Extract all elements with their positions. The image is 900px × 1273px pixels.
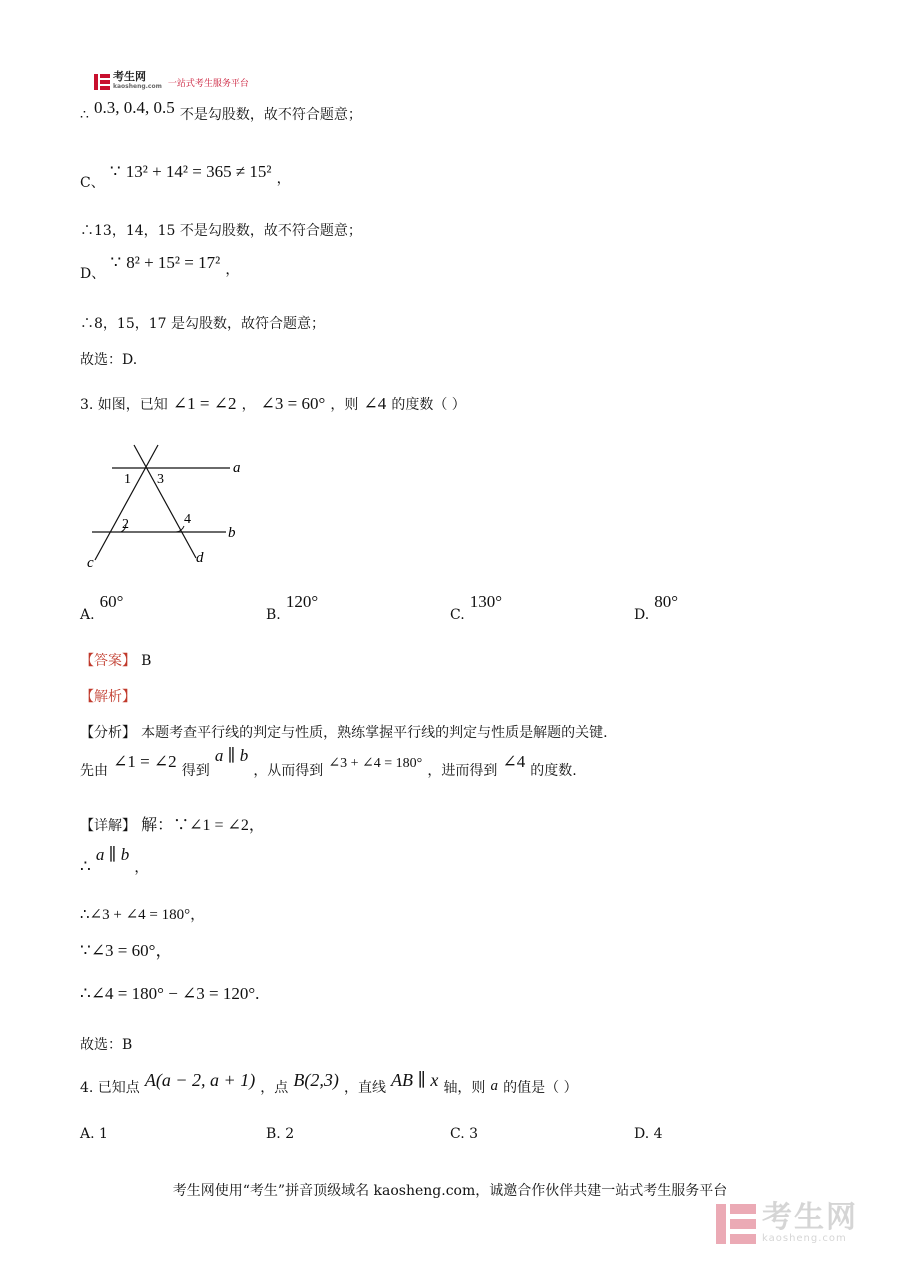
line-ab: AB ∥ x [391,1070,439,1090]
header-logo [94,72,249,92]
watermark-domain: kaosheng.com [762,1233,847,1244]
q3-option-b[interactable]: B. 120° [266,592,319,623]
math-numbers: 0.3, 0.4, 0.5 [94,98,175,117]
logo-icon [94,74,110,90]
q3-figure [80,440,260,575]
q3-option-c[interactable]: C. 130° [450,592,503,623]
line-c-check: C、 ∵ 13² + 14² = 365 ≠ 15² ， [80,162,291,191]
answer-value: B [141,653,152,669]
line-d-check: D、 ∵ 8² + 15² = 17² ， [80,253,240,282]
q3-detail-step4: ∵∠3 = 60°， [80,941,173,960]
math-d-equation: 8² + 15² = 17² [126,253,221,272]
label-d: d [196,550,204,566]
choose-d: 故选：D. [80,352,138,368]
footer-text: 考生网使用“考生”拼音顶级域名 kaosheng.com，诚邀合作伙伴共建一站式考生服务平台 [172,1183,728,1199]
q3-detail-step2: ∴ a ∥ b ， [80,845,149,876]
q4-stem: 4. 已知点 A(a − 2, a + 1) ，点 B(2,3) ，直线 AB ∥ x 轴，则 a 的值是（ ） [80,1070,578,1096]
q3-step-summary: 先由 ∠1 = ∠2 得到 a ∥ b ，从而得到 ∠3 + ∠4 = 180° ，进而得到 ∠4 的度数. [80,746,577,779]
math-c-equation: 13² + 14² = 365 ≠ 15² [125,162,272,181]
q3-option-a[interactable]: A. 60° [80,592,124,623]
label-angle-4: 4 [184,512,191,527]
line-b-conclusion: ∴ 0.3, 0.4, 0.5 不是勾股数，故不符合题意； [80,98,362,123]
logo-name: 考生网 kaosheng.com [113,70,162,90]
point-a: A(a − 2, a + 1) [144,1070,256,1090]
q4-option-a[interactable]: A. 1 [80,1126,108,1142]
answer-tag: 【答案】 [80,653,136,669]
q4-option-c[interactable]: C. 3 [450,1126,479,1142]
label-b: b [228,525,236,541]
label-angle-3: 3 [157,472,164,487]
q3-detail-step5: ∴∠4 = 180° − ∠3 = 120°. [80,984,260,1003]
line-c-conclusion: ∴13，14，15 不是勾股数，故不符合题意； [80,223,362,239]
line-d-conclusion: ∴8，15，17 是勾股数，故符合题意； [80,316,325,332]
label-c: c [87,555,94,571]
watermark-icon [716,1204,756,1244]
q4-option-d[interactable]: D. 4 [634,1126,663,1142]
q3-answer [80,650,151,670]
line-c [95,445,158,560]
q3-option-d[interactable]: D. 80° [634,592,679,623]
q3-detail: 【详解】 解：∵∠1 = ∠2， [80,817,265,834]
watermark-title: 考生网 [762,1200,858,1235]
header-slogan: 一站式考生服务平台 [167,78,249,89]
q3-choose: 故选：B [80,1037,133,1053]
label-a: a [233,460,241,476]
q3-stem: 3. 如图，已知 ∠1 = ∠2 ， ∠3 = 60° ，则 ∠4 的度数（ ） [80,394,466,413]
q3-fenxi: 【分析】 本题考查平行线的判定与性质，熟练掌握平行线的判定与性质是解题的关键. [80,725,608,741]
q4-option-b[interactable]: B. 2 [266,1126,295,1142]
label-angle-1: 1 [124,472,131,487]
logo-domain: kaosheng.com [113,83,162,90]
point-b: B(2,3) [293,1070,339,1090]
line-d [134,445,196,558]
label-angle-2: 2 [122,517,129,532]
watermark-logo [716,1200,858,1244]
q3-detail-step3: ∴∠3 + ∠4 = 180°， [80,907,206,923]
analysis-tag: 【解析】 [80,689,136,705]
